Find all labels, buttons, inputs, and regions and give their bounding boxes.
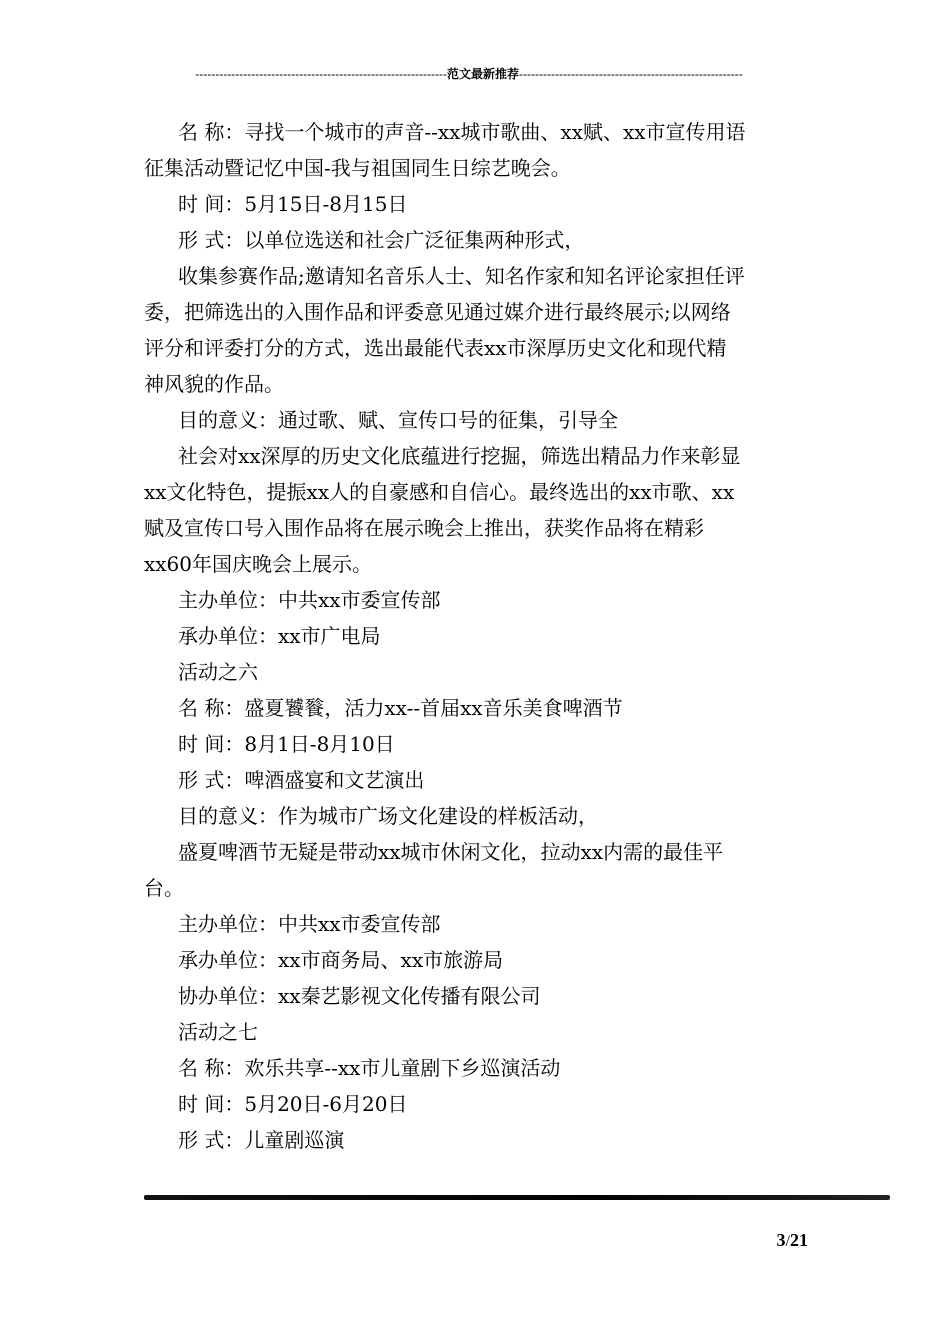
page-separator: / <box>785 1233 790 1250</box>
text-line: 神风貌的作品。 <box>144 372 284 396</box>
text-line: 名 称：寻找一个城市的声音--xx城市歌曲、xx赋、xx市宣传用语 <box>178 120 746 144</box>
header-left-dashes: --------------------------------------------------------------- <box>195 67 447 81</box>
text-line: 收集参赛作品;邀请知名音乐人士、知名作家和知名评论家担任评 <box>178 264 745 288</box>
page-header <box>146 62 792 86</box>
text-line: 活动之六 <box>178 660 258 684</box>
text-line: 时 间：5月20日-6月20日 <box>178 1092 408 1116</box>
text-line: 评分和评委打分的方式，选出最能代表xx市深厚历史文化和现代精 <box>144 336 727 360</box>
text-line: xx文化特色，提振xx人的自豪感和自信心。最终选出的xx市歌、xx <box>144 480 735 504</box>
text-line: 目的意义：通过歌、赋、宣传口号的征集，引导全 <box>178 408 618 432</box>
text-line: 承办单位：xx市广电局 <box>178 624 381 648</box>
text-line: 名 称：盛夏饕餮，活力xx--首届xx音乐美食啤酒节 <box>178 696 623 720</box>
text-line: xx60年国庆晚会上展示。 <box>144 552 373 576</box>
page-number <box>700 1228 808 1254</box>
document-body <box>144 114 808 1158</box>
text-line: 主办单位：中共xx市委宣传部 <box>178 912 441 936</box>
text-line: 盛夏啤酒节无疑是带动xx城市休闲文化，拉动xx内需的最佳平 <box>178 840 724 864</box>
text-line: 征集活动暨记忆中国-我与祖国同生日综艺晚会。 <box>144 156 571 180</box>
text-line: 赋及宣传口号入围作品将在展示晚会上推出，获奖作品将在精彩 <box>144 516 704 540</box>
header-right-dashes: -------------------------------------------------------- <box>519 67 743 81</box>
header-label: 范文最新推荐 <box>446 67 519 81</box>
text-line: 形 式：啤酒盛宴和文艺演出 <box>178 768 425 792</box>
text-line: 社会对xx深厚的历史文化底蕴进行挖掘，筛选出精品力作来彰显 <box>178 444 741 468</box>
text-line: 时 间：5月15日-8月15日 <box>178 192 408 216</box>
text-line: 主办单位：中共xx市委宣传部 <box>178 588 441 612</box>
current-page: 3 <box>776 1230 786 1250</box>
text-line: 名 称：欢乐共享--xx市儿童剧下乡巡演活动 <box>178 1056 561 1080</box>
text-line: 台。 <box>144 876 184 900</box>
text-line: 形 式：儿童剧巡演 <box>178 1128 345 1152</box>
text-line: 形 式：以单位选送和社会广泛征集两种形式， <box>178 228 585 252</box>
text-line: 活动之七 <box>178 1020 258 1044</box>
text-line: 时 间：8月1日-8月10日 <box>178 732 395 756</box>
total-pages: 21 <box>790 1230 808 1250</box>
text-line: 目的意义：作为城市广场文化建设的样板活动， <box>178 804 598 828</box>
text-line: 委，把筛选出的入围作品和评委意见通过媒介进行最终展示;以网络 <box>144 300 731 324</box>
footer-rule <box>144 1195 890 1200</box>
text-line: 协办单位：xx秦艺影视文化传播有限公司 <box>178 984 541 1008</box>
text-line: 承办单位：xx市商务局、xx市旅游局 <box>178 948 504 972</box>
